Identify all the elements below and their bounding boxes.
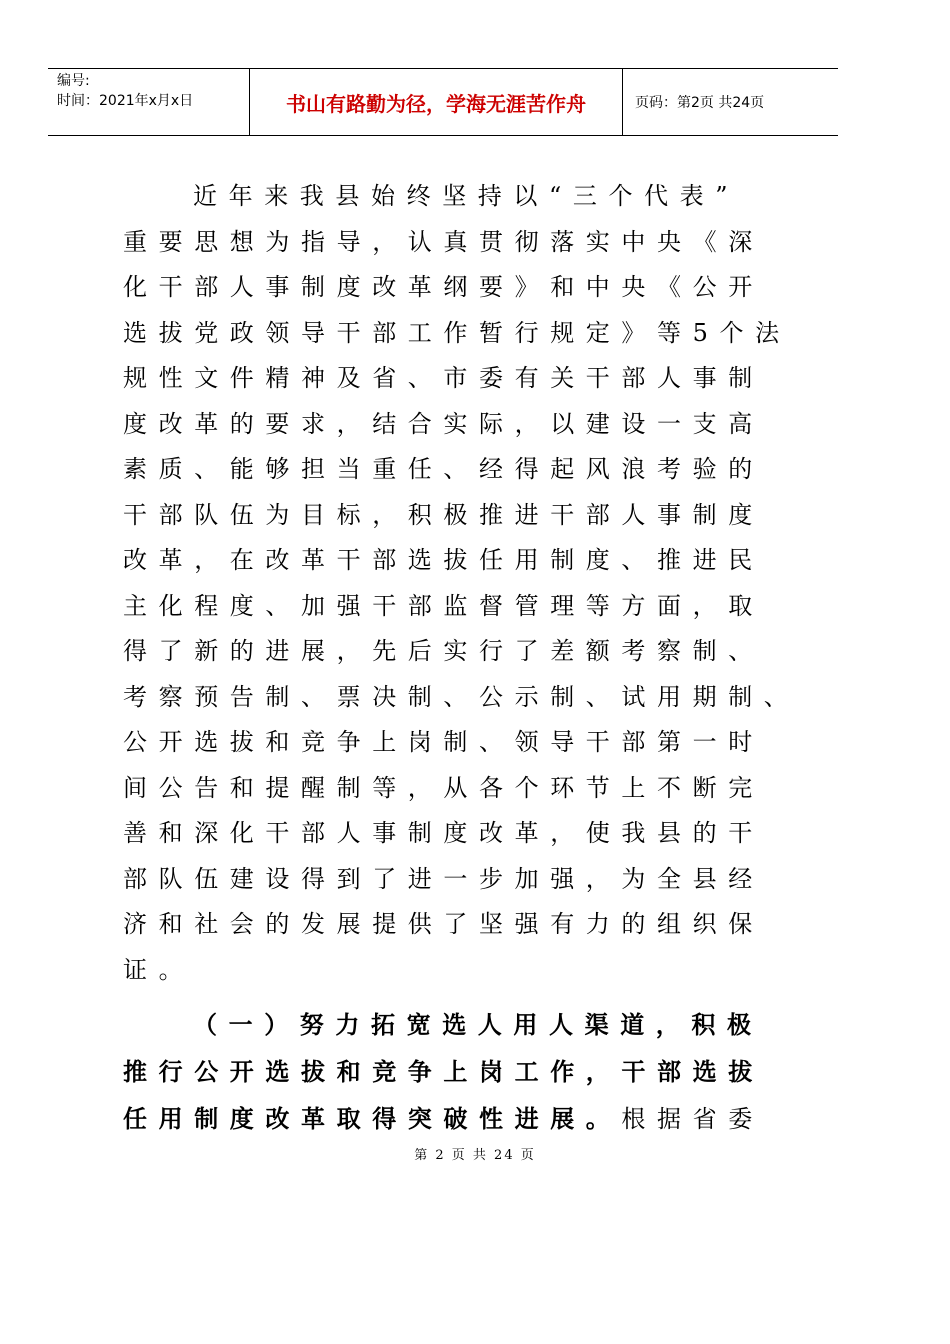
body-line: 近年来我县始终坚持以“三个代表” [193,182,740,210]
body-line: 重要思想为指导，认真贯彻落实中央《深 [123,227,764,256]
body-line: 济和社会的发展提供了坚强有力的组织保 [123,910,764,938]
body-line: 部队伍建设得到了进一步加强，为全县经 [123,864,764,893]
body-line: 公开选拔和竞争上岗制、领导干部第一时 [123,728,764,756]
section-body-start: 根据省委 [621,1105,764,1133]
section-mixed-line [123,1096,823,1143]
body-line: 化干部人事制度改革纲要》和中央《公开 [123,273,764,301]
page-footer [0,1144,950,1163]
body-line: 主化程度、加强干部监督管理等方面，取 [123,591,764,620]
code-label: 编号: [57,73,90,89]
body-line: 善和深化干部人事制度改革，使我县的干 [123,819,764,847]
section-heading-line: 推行公开选拔和竞争上岗工作，干部选拔 [123,1058,764,1086]
header-meta-cell [48,69,250,135]
body-line: 改革，在改革干部选拔任用制度、推进民 [123,546,764,574]
body-line: 得了新的进展，先后实行了差额考察制、 [123,637,764,665]
header-motto-cell [250,69,623,135]
motto-text: 书山有路勤为径，学海无涯苦作舟 [286,91,586,116]
section-heading-block [123,1002,823,1143]
footer-page-number: 第 2 页 共 24 页 [414,1148,536,1163]
page-info: 页码：第2页 共24页 [635,95,765,111]
body-line: 证。 [123,955,195,984]
body-line: 选拔党政领导干部工作暂行规定》等5个法 [123,318,791,347]
header-page-cell [623,69,838,135]
body-line: 度改革的要求，结合实际，以建设一支高 [123,409,764,438]
body-line: 间公告和提醒制等，从各个环节上不断完 [123,773,764,802]
section-heading-end: 任用制度改革取得突破性进展。 [123,1105,622,1133]
time-label: 时间：2021年x月x日 [57,93,194,109]
section-heading-line: （一）努力拓宽选人用人渠道，积极 [193,1011,763,1039]
document-body [123,174,823,1143]
body-line: 规性文件精神及省、市委有关干部人事制 [123,364,764,392]
body-line: 干部队伍为目标，积极推进干部人事制度 [123,500,764,529]
body-line: 考察预告制、票决制、公示制、试用期制、 [123,682,800,711]
body-line: 素质、能够担当重任、经得起风浪考验的 [123,455,764,483]
page-header [48,68,838,136]
